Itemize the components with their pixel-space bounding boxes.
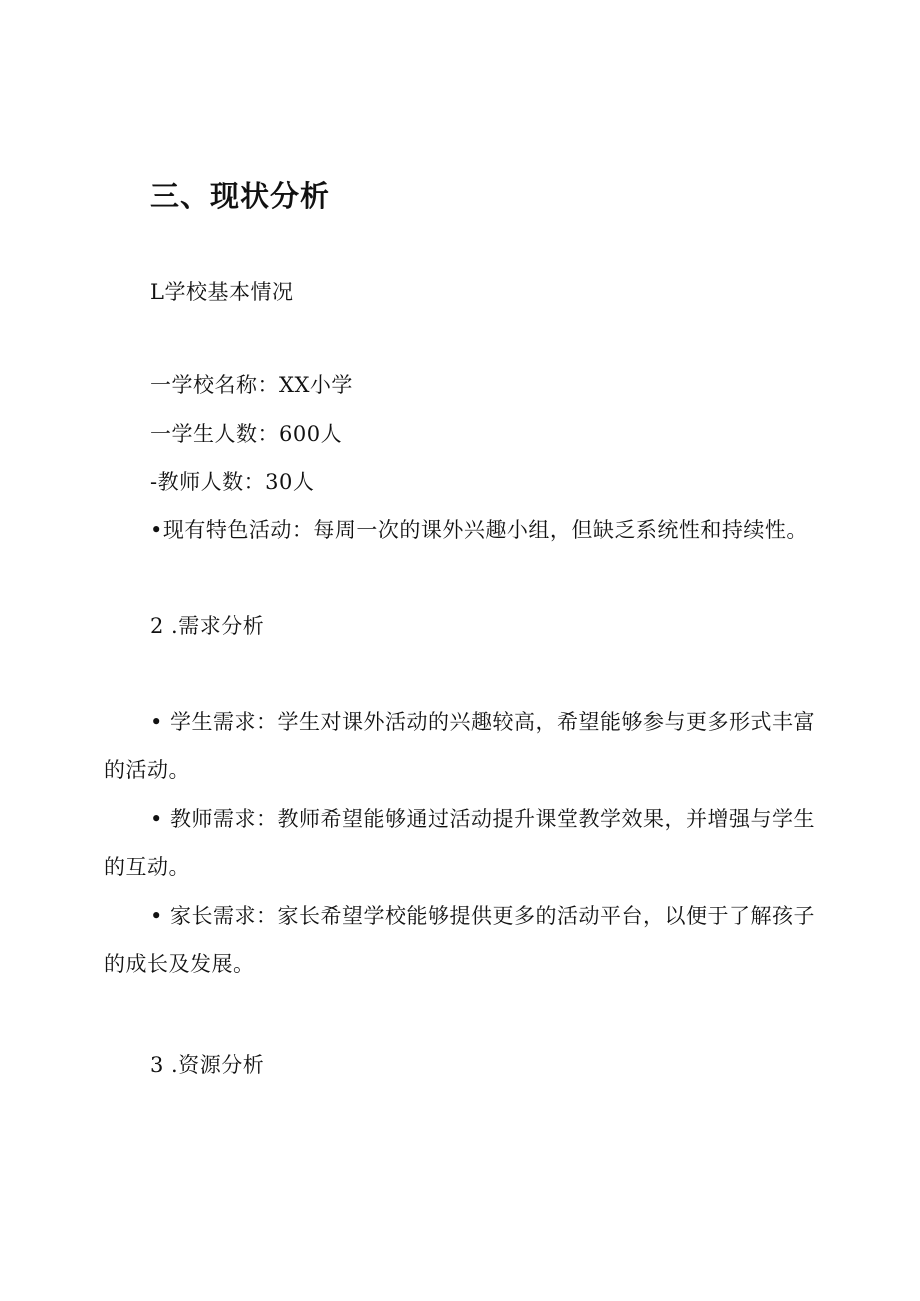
list-item-student-count: 一学生人数：600人 [150,422,343,446]
list-item-featured-activity: •现有特色活动：每周一次的课外兴趣小组，但缺乏系统性和持续性。 [150,518,808,542]
paragraph-parent-needs: • 家长需求：家长希望学校能够提供更多的活动平台，以便于了解孩子的成长及发展。 [104,904,816,976]
subsection-heading-basic-info: L学校基本情况 [150,280,294,304]
paragraph-student-needs: • 学生需求：学生对课外活动的兴趣较高，希望能够参与更多形式丰富的活动。 [104,710,816,782]
paragraph-teacher-needs: • 教师需求：教师希望能够通过活动提升课堂教学效果，并增强与学生的互动。 [104,807,816,879]
section-title: 三、现状分析 [150,179,331,213]
subsection-heading-resource-analysis: 3 .资源分析 [150,1053,265,1077]
list-item-school-name: 一学校名称：XX小学 [150,373,353,397]
subsection-heading-needs-analysis: 2 .需求分析 [150,614,265,638]
list-item-teacher-count: -教师人数：30人 [150,470,315,494]
